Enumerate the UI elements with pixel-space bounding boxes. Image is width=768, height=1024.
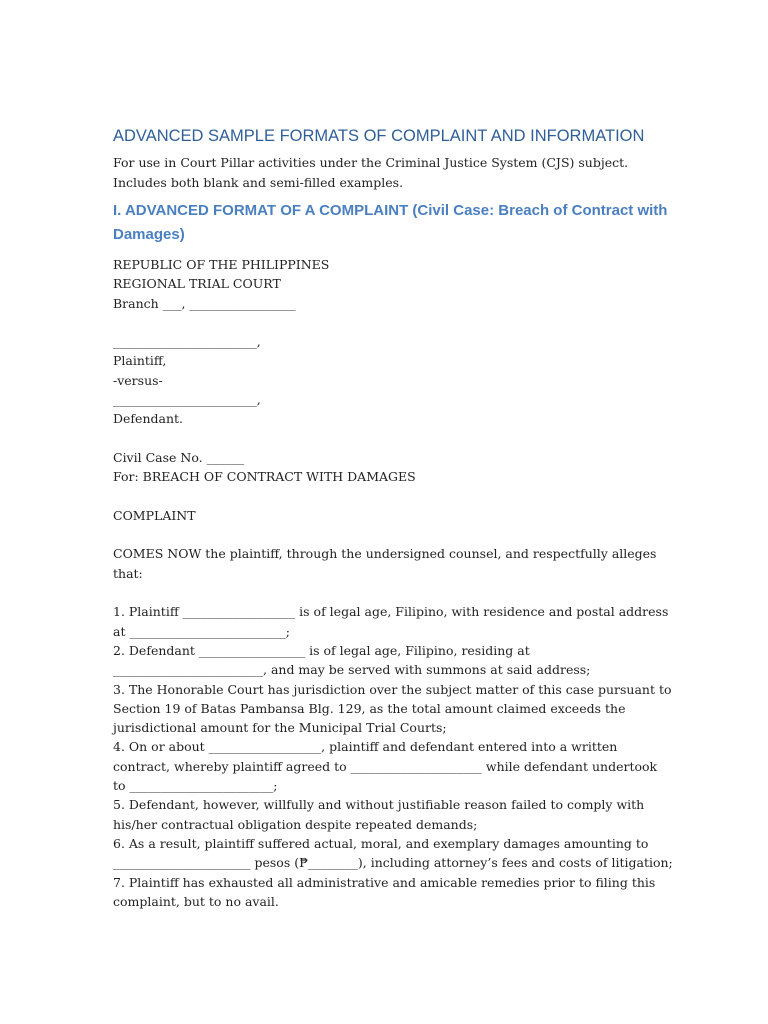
court-caption [113,255,673,313]
allegation-item: 5. Defendant, however, willfully and without justifiable reason failed to comply with his/her contractual obligation despite repeated demands; [113,797,645,832]
intro-paragraph: For use in Court Pillar activities under the Criminal Justice System (CJS) subject. Includes both blank and semi-filled examples. [113,155,629,190]
spacer [113,429,673,448]
plaintiff-label: Plaintiff, [113,353,167,369]
parties-block [113,332,673,428]
caption-republic: REPUBLIC OF THE PHILIPPINES [113,257,330,272]
caption-branch: Branch ___, _________________ [113,295,296,311]
opening-statement: COMES NOW the plaintiff, through the undersigned counsel, and respectfully alleges that: [113,546,657,581]
versus-label: -versus- [113,372,163,388]
spacer [113,525,673,544]
document-title: ADVANCED SAMPLE FORMATS OF COMPLAINT AND INFORMATION [113,127,645,145]
allegation-item: 4. On or about __________________, plaintiff and defendant entered into a written contract, whereby plaintiff agreed to _____________________ while defendant undertook to _______________________; [113,739,658,794]
allegation-item: 3. The Honorable Court has jurisdiction over the subject matter of this case pursuant to Section 19 of Batas Pambansa Blg. 129, as the total amount claimed exceeds the jurisdictional amount for the Municipal Trial Courts; [113,681,672,736]
case-info [113,448,673,487]
allegations-list [113,602,673,911]
defendant-label: Defendant. [113,411,183,427]
spacer [113,313,673,332]
caption-court: REGIONAL TRIAL COURT [113,276,281,292]
spacer [113,487,673,506]
allegation-item: 7. Plaintiff has exhausted all administrative and amicable remedies prior to filing this complaint, but to no avail. [113,874,656,909]
plaintiff-name-blank: _______________________, [113,334,261,350]
allegation-item: 2. Defendant _________________ is of legal age, Filipino, residing at ________________________, and may be served with summons at said address; [113,642,591,678]
case-nature: For: BREACH OF CONTRACT WITH DAMAGES [113,469,416,485]
spacer [113,583,673,602]
section-heading: I. ADVANCED FORMAT OF A COMPLAINT (Civil Case: Breach of Contract with Damages) [113,202,668,243]
allegation-item: 1. Plaintiff __________________ is of legal age, Filipino, with residence and postal address at _________________________; [113,604,669,639]
defendant-name-blank: _______________________, [113,392,261,408]
allegation-item: 6. As a result, plaintiff suffered actual, moral, and exemplary damages amounting to ______________________ pesos (₱________), including attorney’s fees and costs of litigation; [113,835,673,871]
document-page [113,124,673,911]
complaint-heading: COMPLAINT [113,507,196,523]
civil-case-number: Civil Case No. ______ [113,449,245,465]
